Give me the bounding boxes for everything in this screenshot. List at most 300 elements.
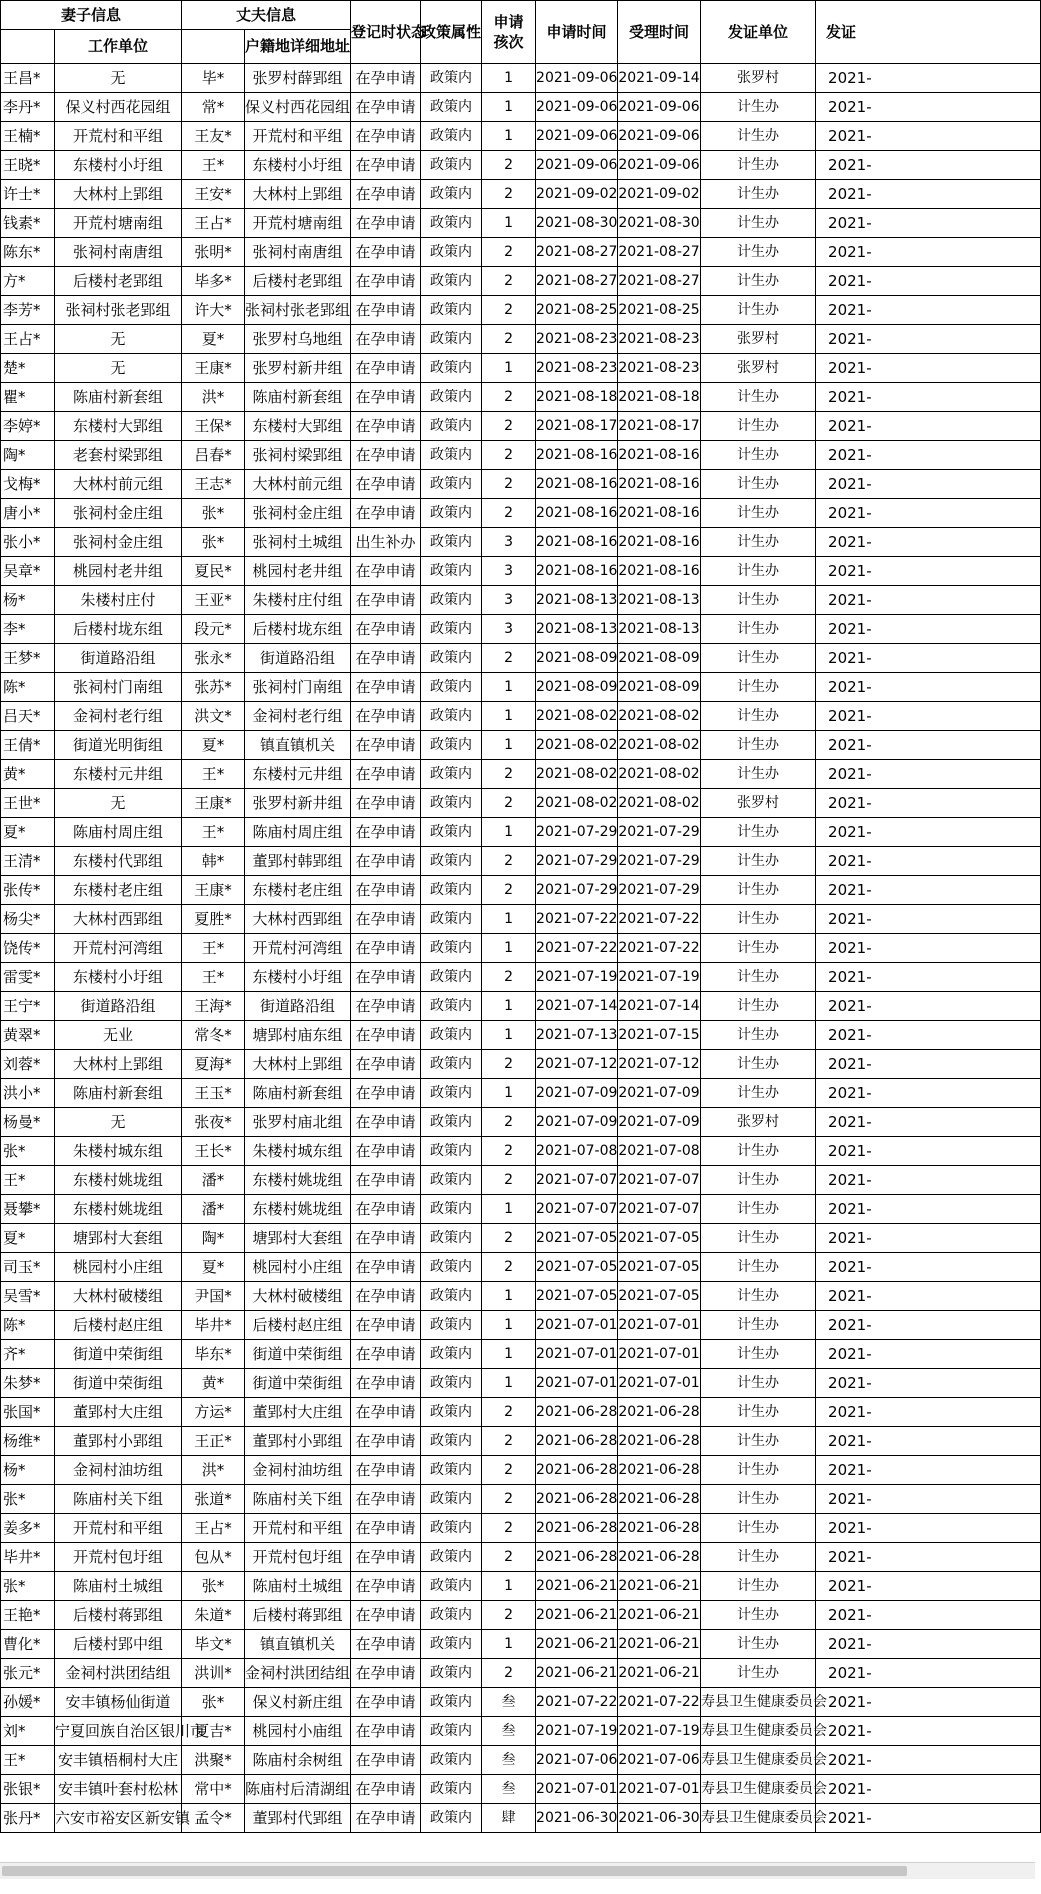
reg-status-cell[interactable]: 在孕申请: [351, 1195, 421, 1224]
accept-time-cell[interactable]: 2021-08-02: [618, 731, 701, 760]
issue-time-cell[interactable]: 2021-: [816, 93, 1041, 122]
wife-work-cell[interactable]: 陈庙村关下组: [55, 1485, 182, 1514]
children-cell[interactable]: 1: [482, 818, 536, 847]
apply-time-cell[interactable]: 2021-07-19: [536, 963, 618, 992]
children-cell[interactable]: 2: [482, 267, 536, 296]
wife-work-cell[interactable]: 陈庙村土城组: [55, 1572, 182, 1601]
husband-address-cell[interactable]: 东楼村姚垅组: [245, 1166, 351, 1195]
children-cell[interactable]: 2: [482, 180, 536, 209]
wife-work-cell[interactable]: 后楼村郢中组: [55, 1630, 182, 1659]
husband-name-cell[interactable]: 常冬*: [182, 1021, 245, 1050]
apply-time-cell[interactable]: 2021-07-01: [536, 1775, 618, 1804]
issue-time-cell[interactable]: 2021-: [816, 1543, 1041, 1572]
issue-time-cell[interactable]: 2021-: [816, 1572, 1041, 1601]
policy-cell[interactable]: 政策内: [421, 325, 482, 354]
children-cell[interactable]: 2: [482, 296, 536, 325]
apply-time-cell[interactable]: 2021-08-02: [536, 789, 618, 818]
husband-name-cell[interactable]: 朱道*: [182, 1601, 245, 1630]
wife-work-cell[interactable]: 张祠村南唐组: [55, 238, 182, 267]
issue-time-cell[interactable]: 2021-: [816, 1195, 1041, 1224]
issuer-cell[interactable]: 计生办: [701, 673, 816, 702]
wife-name-cell[interactable]: 聂攀*: [1, 1195, 55, 1224]
wife-name-cell[interactable]: 雷雯*: [1, 963, 55, 992]
issue-time-cell[interactable]: 2021-: [816, 1717, 1041, 1746]
issue-time-cell[interactable]: 2021-: [816, 64, 1041, 93]
apply-time-cell[interactable]: 2021-08-27: [536, 238, 618, 267]
husband-address-cell[interactable]: 董郢村代郢组: [245, 1804, 351, 1833]
issue-time-cell[interactable]: 2021-: [816, 1108, 1041, 1137]
wife-name-cell[interactable]: 李婷*: [1, 412, 55, 441]
reg-status-cell[interactable]: 在孕申请: [351, 64, 421, 93]
wife-name-cell[interactable]: 孙媛*: [1, 1688, 55, 1717]
issue-time-cell[interactable]: 2021-: [816, 1398, 1041, 1427]
policy-cell[interactable]: 政策内: [421, 673, 482, 702]
policy-cell[interactable]: 政策内: [421, 992, 482, 1021]
children-cell[interactable]: 2: [482, 1659, 536, 1688]
policy-cell[interactable]: 政策内: [421, 1456, 482, 1485]
husband-name-cell[interactable]: 王*: [182, 963, 245, 992]
accept-time-cell[interactable]: 2021-06-28: [618, 1456, 701, 1485]
issuer-cell[interactable]: 寿县卫生健康委员会: [701, 1775, 816, 1804]
wife-work-cell[interactable]: 大林村破楼组: [55, 1282, 182, 1311]
apply-time-cell[interactable]: 2021-06-28: [536, 1543, 618, 1572]
wife-name-cell[interactable]: 司玉*: [1, 1253, 55, 1282]
accept-time-cell[interactable]: 2021-06-28: [618, 1398, 701, 1427]
issue-time-cell[interactable]: 2021-: [816, 1514, 1041, 1543]
husband-address-cell[interactable]: 后楼村老郢组: [245, 267, 351, 296]
children-cell[interactable]: 1: [482, 1311, 536, 1340]
husband-address-cell[interactable]: 东楼村元井组: [245, 760, 351, 789]
policy-cell[interactable]: 政策内: [421, 731, 482, 760]
wife-name-cell[interactable]: 黄翠*: [1, 1021, 55, 1050]
husband-address-cell[interactable]: 陈庙村土城组: [245, 1572, 351, 1601]
wife-name-cell[interactable]: 李丹*: [1, 93, 55, 122]
wife-name-cell[interactable]: 毕井*: [1, 1543, 55, 1572]
children-cell[interactable]: 1: [482, 702, 536, 731]
reg-status-cell[interactable]: 在孕申请: [351, 1659, 421, 1688]
reg-status-cell[interactable]: 在孕申请: [351, 702, 421, 731]
husband-name-cell[interactable]: 孟令*: [182, 1804, 245, 1833]
wife-work-cell[interactable]: 大林村上郢组: [55, 1050, 182, 1079]
issuer-cell[interactable]: 计生办: [701, 441, 816, 470]
husband-name-cell[interactable]: 包从*: [182, 1543, 245, 1572]
accept-time-cell[interactable]: 2021-08-18: [618, 383, 701, 412]
reg-status-cell[interactable]: 在孕申请: [351, 499, 421, 528]
wife-name-cell[interactable]: 唐小*: [1, 499, 55, 528]
husband-name-cell[interactable]: 张道*: [182, 1485, 245, 1514]
issuer-cell[interactable]: 计生办: [701, 528, 816, 557]
reg-status-cell[interactable]: 在孕申请: [351, 1050, 421, 1079]
wife-name-cell[interactable]: 张*: [1, 1485, 55, 1514]
husband-address-cell[interactable]: 塘郢村大套组: [245, 1224, 351, 1253]
issue-time-cell[interactable]: 2021-: [816, 412, 1041, 441]
children-cell[interactable]: 1: [482, 93, 536, 122]
apply-time-cell[interactable]: 2021-07-01: [536, 1311, 618, 1340]
wife-work-cell[interactable]: 朱楼村庄付: [55, 586, 182, 615]
policy-cell[interactable]: 政策内: [421, 1340, 482, 1369]
wife-work-cell[interactable]: 无业: [55, 1021, 182, 1050]
husband-name-cell[interactable]: 夏民*: [182, 557, 245, 586]
issue-time-cell[interactable]: 2021-: [816, 499, 1041, 528]
wife-work-cell[interactable]: 金祠村老行组: [55, 702, 182, 731]
reg-status-cell[interactable]: 在孕申请: [351, 1572, 421, 1601]
wife-work-cell[interactable]: 张祠村金庄组: [55, 528, 182, 557]
husband-address-cell[interactable]: 陈庙村余树组: [245, 1746, 351, 1775]
wife-name-cell[interactable]: 许士*: [1, 180, 55, 209]
wife-work-cell[interactable]: 大林村前元组: [55, 470, 182, 499]
children-cell[interactable]: 2: [482, 412, 536, 441]
wife-work-cell[interactable]: 安丰镇梧桐村大庄: [55, 1746, 182, 1775]
children-cell[interactable]: 1: [482, 1021, 536, 1050]
issuer-cell[interactable]: 计生办: [701, 383, 816, 412]
issue-time-cell[interactable]: 2021-: [816, 528, 1041, 557]
issuer-cell[interactable]: 计生办: [701, 412, 816, 441]
accept-time-cell[interactable]: 2021-07-09: [618, 1108, 701, 1137]
apply-time-cell[interactable]: 2021-08-02: [536, 731, 618, 760]
issuer-cell[interactable]: 张罗村: [701, 1108, 816, 1137]
issue-time-cell[interactable]: 2021-: [816, 151, 1041, 180]
wife-work-cell[interactable]: 东楼村老庄组: [55, 876, 182, 905]
issuer-cell[interactable]: 计生办: [701, 122, 816, 151]
wife-name-cell[interactable]: 杨*: [1, 586, 55, 615]
issue-time-cell[interactable]: 2021-: [816, 238, 1041, 267]
reg-status-cell[interactable]: 在孕申请: [351, 760, 421, 789]
accept-time-cell[interactable]: 2021-08-16: [618, 528, 701, 557]
policy-cell[interactable]: 政策内: [421, 1137, 482, 1166]
wife-name-cell[interactable]: 王艳*: [1, 1601, 55, 1630]
apply-time-cell[interactable]: 2021-07-14: [536, 992, 618, 1021]
children-cell[interactable]: 叁: [482, 1746, 536, 1775]
policy-cell[interactable]: 政策内: [421, 789, 482, 818]
wife-work-cell[interactable]: 街道中荣街组: [55, 1369, 182, 1398]
issue-time-cell[interactable]: 2021-: [816, 1804, 1041, 1833]
apply-time-cell[interactable]: 2021-07-22: [536, 934, 618, 963]
reg-status-cell[interactable]: 在孕申请: [351, 441, 421, 470]
policy-cell[interactable]: 政策内: [421, 847, 482, 876]
issuer-cell[interactable]: 计生办: [701, 586, 816, 615]
issue-time-cell[interactable]: 2021-: [816, 1630, 1041, 1659]
policy-cell[interactable]: 政策内: [421, 1543, 482, 1572]
issuer-cell[interactable]: 计生办: [701, 499, 816, 528]
wife-name-cell[interactable]: 王梦*: [1, 644, 55, 673]
issue-time-cell[interactable]: 2021-: [816, 470, 1041, 499]
husband-name-cell[interactable]: 王*: [182, 151, 245, 180]
issue-time-cell[interactable]: 2021-: [816, 615, 1041, 644]
issuer-cell[interactable]: 计生办: [701, 1253, 816, 1282]
policy-cell[interactable]: 政策内: [421, 1166, 482, 1195]
accept-time-cell[interactable]: 2021-08-16: [618, 470, 701, 499]
wife-name-cell[interactable]: 黄*: [1, 760, 55, 789]
children-cell[interactable]: 1: [482, 122, 536, 151]
accept-time-cell[interactable]: 2021-06-21: [618, 1630, 701, 1659]
husband-name-cell[interactable]: 王友*: [182, 122, 245, 151]
accept-time-cell[interactable]: 2021-07-01: [618, 1311, 701, 1340]
husband-name-cell[interactable]: 吕春*: [182, 441, 245, 470]
wife-work-cell[interactable]: 陈庙村周庄组: [55, 818, 182, 847]
husband-name-cell[interactable]: 张*: [182, 1572, 245, 1601]
issuer-cell[interactable]: 计生办: [701, 702, 816, 731]
accept-time-cell[interactable]: 2021-07-05: [618, 1282, 701, 1311]
children-cell[interactable]: 1: [482, 1369, 536, 1398]
policy-cell[interactable]: 政策内: [421, 1688, 482, 1717]
wife-work-cell[interactable]: 安丰镇叶套村松林: [55, 1775, 182, 1804]
issue-time-cell[interactable]: 2021-: [816, 1050, 1041, 1079]
issue-time-cell[interactable]: 2021-: [816, 1166, 1041, 1195]
issue-time-cell[interactable]: 2021-: [816, 383, 1041, 412]
husband-name-cell[interactable]: 段元*: [182, 615, 245, 644]
issuer-cell[interactable]: 计生办: [701, 180, 816, 209]
wife-work-cell[interactable]: 大林村西郢组: [55, 905, 182, 934]
apply-time-cell[interactable]: 2021-07-29: [536, 876, 618, 905]
wife-work-cell[interactable]: 街道中荣街组: [55, 1340, 182, 1369]
apply-time-cell[interactable]: 2021-09-06: [536, 93, 618, 122]
issue-time-cell[interactable]: 2021-: [816, 731, 1041, 760]
husband-address-cell[interactable]: 董郢村大庄组: [245, 1398, 351, 1427]
policy-cell[interactable]: 政策内: [421, 644, 482, 673]
wife-work-cell[interactable]: 街道路沿组: [55, 644, 182, 673]
policy-cell[interactable]: 政策内: [421, 151, 482, 180]
accept-time-cell[interactable]: 2021-08-16: [618, 557, 701, 586]
issue-time-cell[interactable]: 2021-: [816, 267, 1041, 296]
husband-address-cell[interactable]: 街道路沿组: [245, 644, 351, 673]
husband-name-cell[interactable]: 夏胜*: [182, 905, 245, 934]
wife-work-cell[interactable]: 董郢村大庄组: [55, 1398, 182, 1427]
children-cell[interactable]: 2: [482, 1050, 536, 1079]
issue-time-cell[interactable]: 2021-: [816, 325, 1041, 354]
wife-work-cell[interactable]: 东楼村小圩组: [55, 963, 182, 992]
wife-work-cell[interactable]: 开荒村河湾组: [55, 934, 182, 963]
policy-cell[interactable]: 政策内: [421, 818, 482, 847]
accept-time-cell[interactable]: 2021-09-06: [618, 151, 701, 180]
apply-time-cell[interactable]: 2021-08-16: [536, 557, 618, 586]
wife-work-cell[interactable]: 保义村西花园组: [55, 93, 182, 122]
wife-work-cell[interactable]: 东楼村小圩组: [55, 151, 182, 180]
reg-status-cell[interactable]: 在孕申请: [351, 122, 421, 151]
wife-name-cell[interactable]: 瞿*: [1, 383, 55, 412]
apply-time-cell[interactable]: 2021-08-27: [536, 267, 618, 296]
husband-name-cell[interactable]: 王亚*: [182, 586, 245, 615]
wife-work-cell[interactable]: 张祠村金庄组: [55, 499, 182, 528]
issue-time-cell[interactable]: 2021-: [816, 760, 1041, 789]
policy-cell[interactable]: 政策内: [421, 470, 482, 499]
wife-work-cell[interactable]: 无: [55, 1108, 182, 1137]
husband-name-cell[interactable]: 夏海*: [182, 1050, 245, 1079]
children-cell[interactable]: 1: [482, 64, 536, 93]
children-cell[interactable]: 2: [482, 789, 536, 818]
policy-cell[interactable]: 政策内: [421, 615, 482, 644]
wife-name-cell[interactable]: 张*: [1, 1137, 55, 1166]
accept-time-cell[interactable]: 2021-07-06: [618, 1746, 701, 1775]
policy-cell[interactable]: 政策内: [421, 93, 482, 122]
reg-status-cell[interactable]: 在孕申请: [351, 1108, 421, 1137]
reg-status-cell[interactable]: 在孕申请: [351, 963, 421, 992]
apply-time-cell[interactable]: 2021-08-09: [536, 644, 618, 673]
issuer-cell[interactable]: 计生办: [701, 93, 816, 122]
issue-time-cell[interactable]: 2021-: [816, 1079, 1041, 1108]
wife-name-cell[interactable]: 张国*: [1, 1398, 55, 1427]
issuer-cell[interactable]: 计生办: [701, 1050, 816, 1079]
husband-name-cell[interactable]: 常中*: [182, 1775, 245, 1804]
children-cell[interactable]: 3: [482, 586, 536, 615]
wife-work-cell[interactable]: 东楼村姚垅组: [55, 1166, 182, 1195]
issuer-cell[interactable]: 计生办: [701, 1311, 816, 1340]
issue-time-cell[interactable]: 2021-: [816, 1688, 1041, 1717]
accept-time-cell[interactable]: 2021-07-19: [618, 963, 701, 992]
children-cell[interactable]: 3: [482, 615, 536, 644]
husband-address-cell[interactable]: 开荒村河湾组: [245, 934, 351, 963]
wife-name-cell[interactable]: 洪小*: [1, 1079, 55, 1108]
husband-name-cell[interactable]: 张永*: [182, 644, 245, 673]
wife-work-cell[interactable]: 无: [55, 354, 182, 383]
wife-work-cell[interactable]: 桃园村老井组: [55, 557, 182, 586]
husband-name-cell[interactable]: 方运*: [182, 1398, 245, 1427]
husband-name-cell[interactable]: 洪聚*: [182, 1746, 245, 1775]
apply-time-cell[interactable]: 2021-07-07: [536, 1195, 618, 1224]
policy-cell[interactable]: 政策内: [421, 64, 482, 93]
issuer-cell[interactable]: 计生办: [701, 731, 816, 760]
issuer-cell[interactable]: 计生办: [701, 1340, 816, 1369]
wife-name-cell[interactable]: 饶传*: [1, 934, 55, 963]
reg-status-cell[interactable]: 在孕申请: [351, 1543, 421, 1572]
apply-time-cell[interactable]: 2021-07-29: [536, 847, 618, 876]
apply-time-cell[interactable]: 2021-06-21: [536, 1572, 618, 1601]
husband-address-cell[interactable]: 塘郢村庙东组: [245, 1021, 351, 1050]
husband-address-cell[interactable]: 桃园村小庙组: [245, 1717, 351, 1746]
husband-address-cell[interactable]: 张祠村金庄组: [245, 499, 351, 528]
wife-name-cell[interactable]: 姜多*: [1, 1514, 55, 1543]
wife-name-cell[interactable]: 王楠*: [1, 122, 55, 151]
reg-status-cell[interactable]: 在孕申请: [351, 1688, 421, 1717]
wife-name-cell[interactable]: 王世*: [1, 789, 55, 818]
apply-time-cell[interactable]: 2021-07-05: [536, 1224, 618, 1253]
wife-name-cell[interactable]: 李*: [1, 615, 55, 644]
accept-time-cell[interactable]: 2021-07-15: [618, 1021, 701, 1050]
apply-time-cell[interactable]: 2021-08-17: [536, 412, 618, 441]
husband-address-cell[interactable]: 张祠村梁郢组: [245, 441, 351, 470]
children-cell[interactable]: 2: [482, 325, 536, 354]
accept-time-cell[interactable]: 2021-08-23: [618, 354, 701, 383]
issuer-cell[interactable]: 计生办: [701, 1021, 816, 1050]
wife-name-cell[interactable]: 杨维*: [1, 1427, 55, 1456]
policy-cell[interactable]: 政策内: [421, 1108, 482, 1137]
apply-time-cell[interactable]: 2021-08-25: [536, 296, 618, 325]
wife-name-cell[interactable]: 张元*: [1, 1659, 55, 1688]
accept-time-cell[interactable]: 2021-08-02: [618, 760, 701, 789]
wife-name-cell[interactable]: 张银*: [1, 1775, 55, 1804]
husband-name-cell[interactable]: 洪训*: [182, 1659, 245, 1688]
accept-time-cell[interactable]: 2021-06-28: [618, 1543, 701, 1572]
wife-name-cell[interactable]: 齐*: [1, 1340, 55, 1369]
policy-cell[interactable]: 政策内: [421, 499, 482, 528]
apply-time-cell[interactable]: 2021-07-09: [536, 1079, 618, 1108]
issue-time-cell[interactable]: 2021-: [816, 702, 1041, 731]
wife-name-cell[interactable]: 王昌*: [1, 64, 55, 93]
issuer-cell[interactable]: 计生办: [701, 1427, 816, 1456]
husband-name-cell[interactable]: 韩*: [182, 847, 245, 876]
policy-cell[interactable]: 政策内: [421, 528, 482, 557]
apply-time-cell[interactable]: 2021-06-28: [536, 1485, 618, 1514]
husband-address-cell[interactable]: 张罗村乌地组: [245, 325, 351, 354]
wife-work-cell[interactable]: 街道路沿组: [55, 992, 182, 1021]
issue-time-cell[interactable]: 2021-: [816, 1340, 1041, 1369]
policy-cell[interactable]: 政策内: [421, 1630, 482, 1659]
wife-name-cell[interactable]: 王清*: [1, 847, 55, 876]
policy-cell[interactable]: 政策内: [421, 180, 482, 209]
accept-time-cell[interactable]: 2021-06-30: [618, 1804, 701, 1833]
children-cell[interactable]: 2: [482, 963, 536, 992]
apply-time-cell[interactable]: 2021-08-16: [536, 528, 618, 557]
reg-status-cell[interactable]: 在孕申请: [351, 1224, 421, 1253]
children-cell[interactable]: 1: [482, 1195, 536, 1224]
apply-time-cell[interactable]: 2021-08-09: [536, 673, 618, 702]
issuer-cell[interactable]: 张罗村: [701, 325, 816, 354]
issuer-cell[interactable]: 计生办: [701, 1485, 816, 1514]
children-cell[interactable]: 1: [482, 1079, 536, 1108]
issue-time-cell[interactable]: 2021-: [816, 122, 1041, 151]
apply-time-cell[interactable]: 2021-08-16: [536, 470, 618, 499]
wife-name-cell[interactable]: 杨尖*: [1, 905, 55, 934]
husband-address-cell[interactable]: 张罗村薛郢组: [245, 64, 351, 93]
issuer-cell[interactable]: 张罗村: [701, 789, 816, 818]
accept-time-cell[interactable]: 2021-08-16: [618, 441, 701, 470]
issue-time-cell[interactable]: 2021-: [816, 1746, 1041, 1775]
reg-status-cell[interactable]: 在孕申请: [351, 1340, 421, 1369]
reg-status-cell[interactable]: 在孕申请: [351, 354, 421, 383]
reg-status-cell[interactable]: 在孕申请: [351, 905, 421, 934]
reg-status-cell[interactable]: 在孕申请: [351, 1485, 421, 1514]
husband-address-cell[interactable]: 张罗村庙北组: [245, 1108, 351, 1137]
husband-name-cell[interactable]: 夏*: [182, 1253, 245, 1282]
accept-time-cell[interactable]: 2021-07-29: [618, 818, 701, 847]
policy-cell[interactable]: 政策内: [421, 1717, 482, 1746]
issue-time-cell[interactable]: 2021-: [816, 296, 1041, 325]
policy-cell[interactable]: 政策内: [421, 441, 482, 470]
husband-name-cell[interactable]: 潘*: [182, 1195, 245, 1224]
apply-time-cell[interactable]: 2021-08-13: [536, 615, 618, 644]
accept-time-cell[interactable]: 2021-07-29: [618, 876, 701, 905]
accept-time-cell[interactable]: 2021-06-21: [618, 1601, 701, 1630]
reg-status-cell[interactable]: 在孕申请: [351, 615, 421, 644]
issuer-cell[interactable]: 计生办: [701, 470, 816, 499]
husband-address-cell[interactable]: 保义村新庄组: [245, 1688, 351, 1717]
children-cell[interactable]: 2: [482, 1543, 536, 1572]
husband-name-cell[interactable]: 张明*: [182, 238, 245, 267]
reg-status-cell[interactable]: 在孕申请: [351, 586, 421, 615]
apply-time-cell[interactable]: 2021-08-13: [536, 586, 618, 615]
policy-cell[interactable]: 政策内: [421, 1775, 482, 1804]
reg-status-cell[interactable]: 在孕申请: [351, 209, 421, 238]
apply-time-cell[interactable]: 2021-07-13: [536, 1021, 618, 1050]
husband-name-cell[interactable]: 王海*: [182, 992, 245, 1021]
reg-status-cell[interactable]: 在孕申请: [351, 847, 421, 876]
wife-name-cell[interactable]: 王倩*: [1, 731, 55, 760]
children-cell[interactable]: 1: [482, 934, 536, 963]
husband-address-cell[interactable]: 镇直镇机关: [245, 1630, 351, 1659]
husband-address-cell[interactable]: 董郢村小郢组: [245, 1427, 351, 1456]
husband-address-cell[interactable]: 东楼村小圩组: [245, 151, 351, 180]
wife-name-cell[interactable]: 张小*: [1, 528, 55, 557]
issuer-cell[interactable]: 张罗村: [701, 354, 816, 383]
reg-status-cell[interactable]: 在孕申请: [351, 1514, 421, 1543]
accept-time-cell[interactable]: 2021-09-14: [618, 64, 701, 93]
husband-name-cell[interactable]: 潘*: [182, 1166, 245, 1195]
children-cell[interactable]: 1: [482, 1630, 536, 1659]
issuer-cell[interactable]: 计生办: [701, 557, 816, 586]
issuer-cell[interactable]: 计生办: [701, 644, 816, 673]
wife-work-cell[interactable]: 后楼村垅东组: [55, 615, 182, 644]
issue-time-cell[interactable]: 2021-: [816, 644, 1041, 673]
accept-time-cell[interactable]: 2021-06-21: [618, 1659, 701, 1688]
